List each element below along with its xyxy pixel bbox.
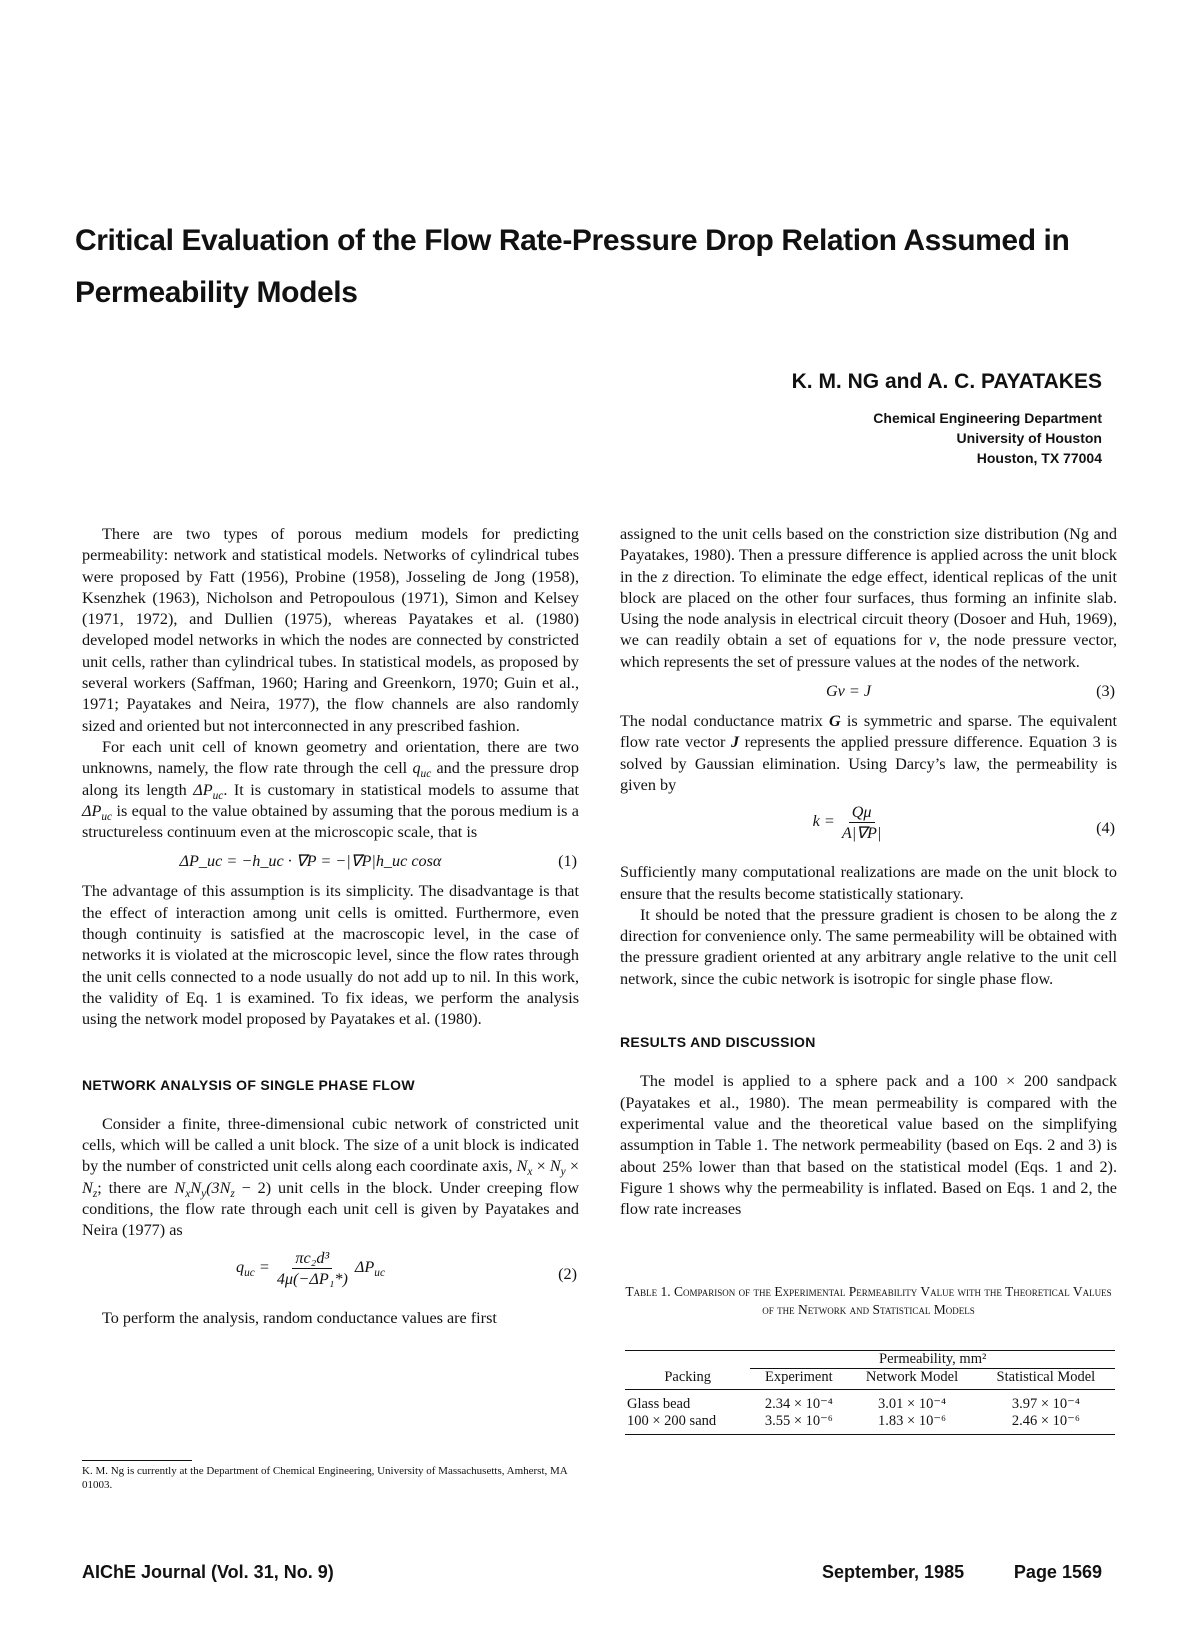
table-header-experiment: Experiment	[750, 1369, 847, 1390]
table-cell: 3.97 × 10⁻⁴	[1011, 1396, 1080, 1412]
paragraph-results: The model is applied to a sphere pack and a 100 × 200 sandpack (Payatakes et al., 1980). The mean permeability is compared with the experimental value and the theoretical value based on the simplifying assumption in Table 1. The network permeability (based on Eqs. 2 and 3) is about 25% lower than that based on the statistical model (Eqs. 1 and 2). Figure 1 shows why the permeability is inflated. Based on Eqs. 1 and 2, the flow rate increases	[620, 1072, 1117, 1219]
table-caption-label: Table 1.	[625, 1284, 671, 1299]
table-header-statistical-model: Statistical Model	[977, 1369, 1115, 1390]
footer-page-number: Page 1569	[1013, 1562, 1102, 1582]
authors: K. M. NG and A. C. PAYATAKES	[791, 370, 1102, 393]
equation-4-fraction	[839, 802, 885, 843]
equation-3-body: Gv = J	[825, 682, 872, 701]
equation-2-denominator: 4μ(−ΔP₁*)	[276, 1269, 348, 1288]
table-header-packing: Packing	[625, 1369, 750, 1390]
article-title: Critical Evaluation of the Flow Rate-Pressure Drop Relation Assumed in Permeability Models	[75, 224, 1070, 309]
table-caption-text: Comparison of the Experimental Permeability Value with the Theoretical Values of the Network and Statistical Models	[674, 1284, 1112, 1317]
table-cell: 2.46 × 10⁻⁶	[1011, 1413, 1080, 1429]
footnote-rule	[82, 1460, 192, 1461]
table-cell: 2.34 × 10⁻⁴	[764, 1396, 833, 1412]
paragraph-intro: There are two types of porous medium models for predicting permeability: network and statistical models. Networks of cylindrical tubes were proposed by Fatt (1956), Probine (1958), Josseling de Jong (1958), Ksenzhek (1963), Nicholson and Petropoulous (1971), Simon and Kelsey (1971, 1972), and Dullien (1975), whereas Payatakes et al. (1980) developed model networks in which the nodes are connected by constricted unit cells, rather than cylindrical tubes. In statistical models, as proposed by several workers (Saffman, 1960; Haring and Greenkorn, 1970; Guin et al., 1971; Payatakes and Neira, 1977), the flow channels are also randomly sized and oriented but not interconnected in any prescribed fashion.	[82, 525, 579, 735]
affiliation-university: University of Houston	[956, 430, 1102, 446]
table-cell: Glass bead	[627, 1396, 691, 1412]
table-cell: 100 × 200 sand	[627, 1413, 717, 1429]
equation-1	[82, 847, 579, 877]
table-cell: 3.55 × 10⁻⁶	[764, 1413, 833, 1429]
paragraph-pressure-gradient: It should be noted that the pressure gradient is chosen to be along the z direction for convenience only. The same permeability will be obtained with the pressure gradient oriented at any arbitrary angle relative to the unit cell network, since the cubic network is isotropic for single phase flow.	[620, 905, 1117, 988]
table-row	[625, 1413, 1115, 1434]
right-column	[620, 524, 1117, 1220]
paragraph-conductance: The nodal conductance matrix G is symmetric and sparse. The equivalent flow rate vector J represents the applied pressure difference. Equation 3 is solved by Gaussian elimination. Using Darcy’s law, the permeability is given by	[620, 712, 1118, 794]
equation-3	[620, 677, 1117, 707]
section-heading-results: RESULTS AND DISCUSSION	[620, 1034, 816, 1051]
equation-2-numerator: πc₂d³	[292, 1248, 332, 1269]
table-header-row	[625, 1369, 1115, 1390]
table-caption	[620, 1283, 1117, 1319]
footer-journal: AIChE Journal (Vol. 31, No. 9)	[82, 1562, 334, 1582]
table-bottom-rule	[625, 1434, 1115, 1435]
paragraph-assigned: assigned to the unit cells based on the constriction size distribution (Ng and Payatakes, 1980). Then a pressure difference is applied across the unit block in the z direction. To eliminate the edge effect, identical replicas of the unit block are placed on the other four surfaces, thus forming an infinite slab. Using the node analysis in electrical circuit theory (Dosoer and Huh, 1969), we can readily obtain a set of equations for v, the node pressure vector, which represents the set of pressure values at the nodes of the network.	[620, 525, 1117, 671]
equation-2	[82, 1246, 579, 1304]
equation-1-number: (1)	[558, 852, 577, 871]
equation-2-fraction	[274, 1248, 351, 1289]
table-row	[625, 1390, 1115, 1414]
paragraph-realizations: Sufficiently many computational realizations are made on the unit block to ensure that the results become statistically stationary.	[620, 863, 1117, 903]
equation-4-body: k = $\frac{Q\mu}{A|\nabla P|}$	[620, 802, 1077, 843]
table-cell: 3.01 × 10⁻⁴	[878, 1396, 947, 1412]
equation-4-denominator: A|∇P|	[841, 824, 882, 843]
section-heading-network-analysis: NETWORK ANALYSIS OF SINGLE PHASE FLOW	[82, 1076, 415, 1093]
left-column	[82, 524, 579, 1329]
table-header-network-model: Network Model	[847, 1369, 977, 1390]
affiliation-department: Chemical Engineering Department	[873, 410, 1102, 426]
footer-date: September, 1985	[822, 1562, 965, 1582]
paragraph-advantage: The advantage of this assumption is its simplicity. The disadvantage is that the effect of interaction among unit cells is omitted. Furthermore, even though continuity is satisfied at the macroscopic level, in the case of networks it is violated at the microscopic level, since the flow rates through the unit cells connected to a node usually do not add up to nil. In this work, the validity of Eq. 1 is examined. To fix ideas, we perform the analysis using the network model proposed by Payatakes et al. (1980).	[82, 882, 579, 1029]
equation-4-numerator: Qμ	[849, 802, 875, 823]
table-cell: 1.83 × 10⁻⁶	[878, 1413, 947, 1429]
affiliation	[873, 408, 1102, 468]
affiliation-address: Houston, TX 77004	[976, 450, 1102, 466]
equation-2-body: $q_{uc}$ = $\frac{\text{πc₂d³}}{\text{4μ(−ΔP₁*)}}$ $\Delta P_{uc}$	[235, 1248, 385, 1288]
permeability-table	[625, 1350, 1115, 1435]
table-span-header: Permeability, mm²	[750, 1351, 1115, 1369]
paragraph-network: Consider a finite, three-dimensional cubic network of constricted unit cells, which will be called a unit block. The size of a unit block is indicated by the number of constricted unit cells along each coordinate axis, $N_x \times N_y \times N_z$; there are $N_xN_y(3N_z - 2)$ unit cells in the block. Under creeping flow conditions, the flow rate through each unit cell is given by Payatakes and Neira (1977) as	[82, 1114, 580, 1240]
equation-1-body: ΔP_uc = −h_uc · ∇P = −|∇P|h_uc cosα	[179, 852, 442, 871]
equation-2-number: (2)	[558, 1264, 577, 1283]
table-span-header-row	[625, 1351, 1115, 1369]
paragraph-unit-cell: For each unit cell of known geometry and orientation, there are two unknowns, namely, the flow rate through the cell $q_{uc}$ and the pressure drop along its length $\Delta P_{uc}$. It is customary in statistical models to assume that $\Delta P_{uc}$ is equal to the value obtained by assuming that the porous medium is a structureless continuum even at the microscopic scale, that is	[82, 737, 580, 842]
equation-3-number: (3)	[1096, 682, 1115, 701]
equation-4-number: (4)	[1096, 819, 1115, 838]
table-span-header-empty	[625, 1351, 750, 1369]
paragraph-perform-analysis: To perform the analysis, random conductance values are first	[102, 1308, 497, 1327]
footnote: K. M. Ng is currently at the Department of Chemical Engineering, University of Massachusetts, Amherst, MA 01003.	[82, 1465, 568, 1491]
equation-4	[620, 800, 1117, 858]
